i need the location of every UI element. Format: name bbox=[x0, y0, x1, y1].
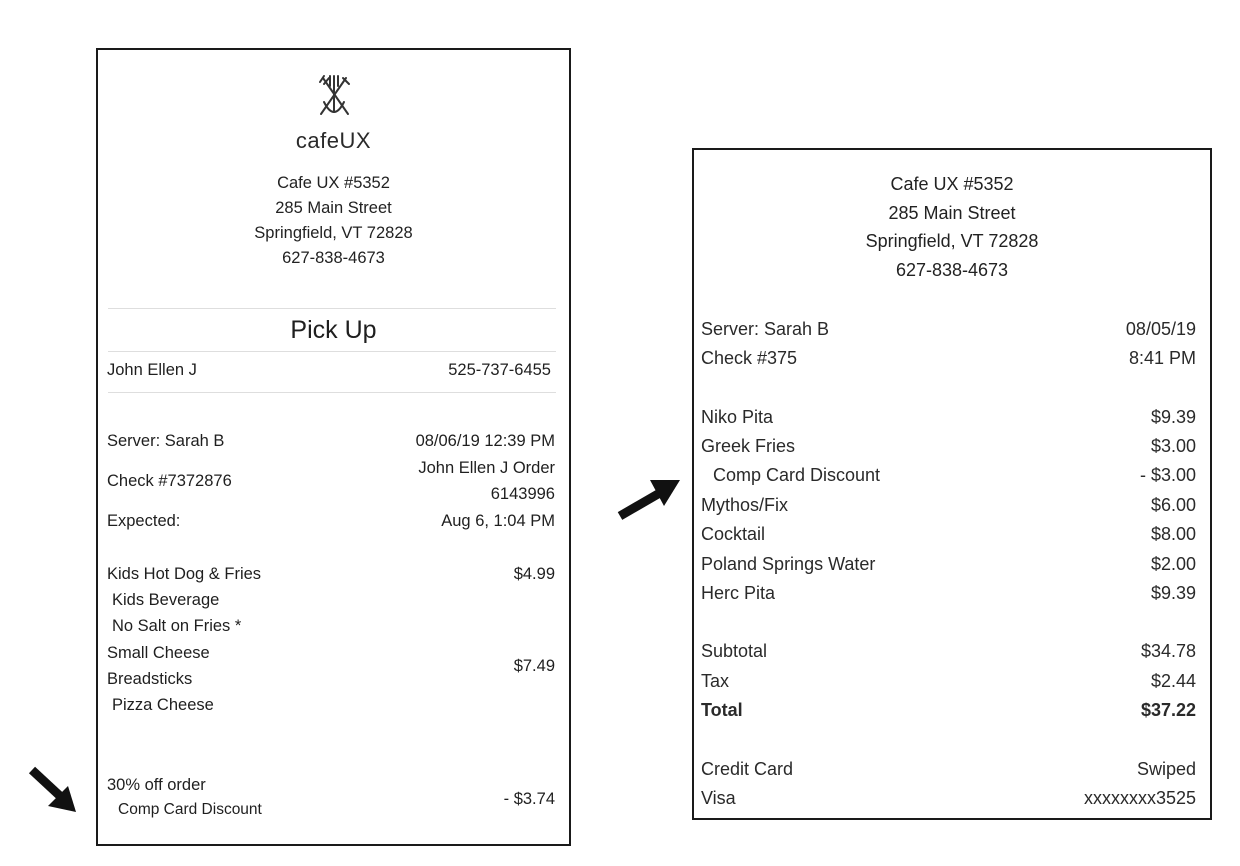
order-time: 8:41 PM bbox=[1128, 348, 1196, 368]
brand-name: cafeUX bbox=[295, 128, 372, 153]
order-ref: John Ellen J Order bbox=[418, 459, 555, 477]
line-item-price: $9.39 bbox=[1150, 583, 1196, 603]
line-item-modifier: Pizza Cheese bbox=[112, 696, 214, 714]
line-item-price: $4.99 bbox=[513, 565, 555, 583]
line-item: Poland Springs Water bbox=[701, 554, 876, 574]
order-date: 08/05/19 bbox=[1125, 319, 1196, 339]
line-item-discount: Comp Card Discount bbox=[713, 465, 881, 485]
arrow-pointer-icon bbox=[24, 760, 84, 816]
total-label: Total bbox=[701, 700, 743, 720]
line-item-modifier: No Salt on Fries * bbox=[112, 617, 242, 635]
store-city: Springfield, VT 72828 bbox=[865, 231, 1039, 251]
payment-label: Credit Card bbox=[701, 759, 794, 779]
customer-name: John Ellen J bbox=[107, 361, 197, 379]
discount-value: - $3.74 bbox=[503, 790, 555, 808]
server-label: Server: Sarah B bbox=[701, 319, 830, 339]
customer-phone: 525-737-6455 bbox=[448, 361, 551, 379]
line-item-modifier: Kids Beverage bbox=[112, 591, 220, 609]
total-value: $37.22 bbox=[1140, 700, 1196, 720]
divider bbox=[108, 308, 556, 309]
line-item: Breadsticks bbox=[107, 670, 193, 688]
divider bbox=[108, 351, 556, 352]
store-phone: 627-838-4673 bbox=[895, 260, 1009, 280]
payment-method: Swiped bbox=[1136, 759, 1196, 779]
line-item-price: $7.49 bbox=[513, 657, 555, 675]
card-label: Visa bbox=[701, 788, 736, 808]
order-datetime: 08/06/19 12:39 PM bbox=[415, 432, 555, 450]
line-item-price: $9.39 bbox=[1150, 407, 1196, 427]
store-phone: 627-838-4673 bbox=[282, 249, 385, 267]
subtotal-label: Subtotal bbox=[701, 641, 768, 661]
store-name: Cafe UX #5352 bbox=[890, 174, 1014, 194]
store-street: 285 Main Street bbox=[275, 199, 392, 217]
utensils-logo-icon bbox=[98, 72, 569, 124]
line-item: Niko Pita bbox=[701, 407, 774, 427]
line-item: Small Cheese bbox=[107, 644, 210, 662]
arrow-pointer-icon bbox=[612, 474, 684, 526]
line-item: Greek Fries bbox=[701, 436, 796, 456]
store-city: Springfield, VT 72828 bbox=[254, 224, 413, 242]
line-item: Cocktail bbox=[701, 524, 766, 544]
expected-label: Expected: bbox=[107, 512, 181, 530]
store-street: 285 Main Street bbox=[888, 203, 1016, 223]
line-item: Herc Pita bbox=[701, 583, 776, 603]
expected-time: Aug 6, 1:04 PM bbox=[441, 512, 555, 530]
line-item: Mythos/Fix bbox=[701, 495, 789, 515]
divider bbox=[108, 392, 556, 393]
line-item-price: $8.00 bbox=[1150, 524, 1196, 544]
check-number: Check #7372876 bbox=[107, 472, 232, 490]
line-item-price: $3.00 bbox=[1150, 436, 1196, 456]
server-label: Server: Sarah B bbox=[107, 432, 225, 450]
tax-value: $2.44 bbox=[1150, 671, 1196, 691]
subtotal-value: $34.78 bbox=[1140, 641, 1196, 661]
store-name: Cafe UX #5352 bbox=[277, 174, 390, 192]
check-number: Check #375 bbox=[701, 348, 798, 368]
line-item: Kids Hot Dog & Fries bbox=[107, 565, 262, 583]
order-ref-number: 6143996 bbox=[490, 485, 555, 503]
discount-title: 30% off order bbox=[107, 776, 206, 794]
discount-name: Comp Card Discount bbox=[118, 801, 262, 818]
card-number: xxxxxxxx3525 bbox=[1083, 788, 1196, 808]
dine-in-receipt bbox=[692, 148, 1212, 820]
pickup-receipt bbox=[96, 48, 571, 846]
tax-label: Tax bbox=[701, 671, 730, 691]
line-item-price: - $3.00 bbox=[1139, 465, 1196, 485]
line-item-price: $2.00 bbox=[1150, 554, 1196, 574]
line-item-price: $6.00 bbox=[1150, 495, 1196, 515]
order-type-heading: Pick Up bbox=[290, 316, 377, 344]
